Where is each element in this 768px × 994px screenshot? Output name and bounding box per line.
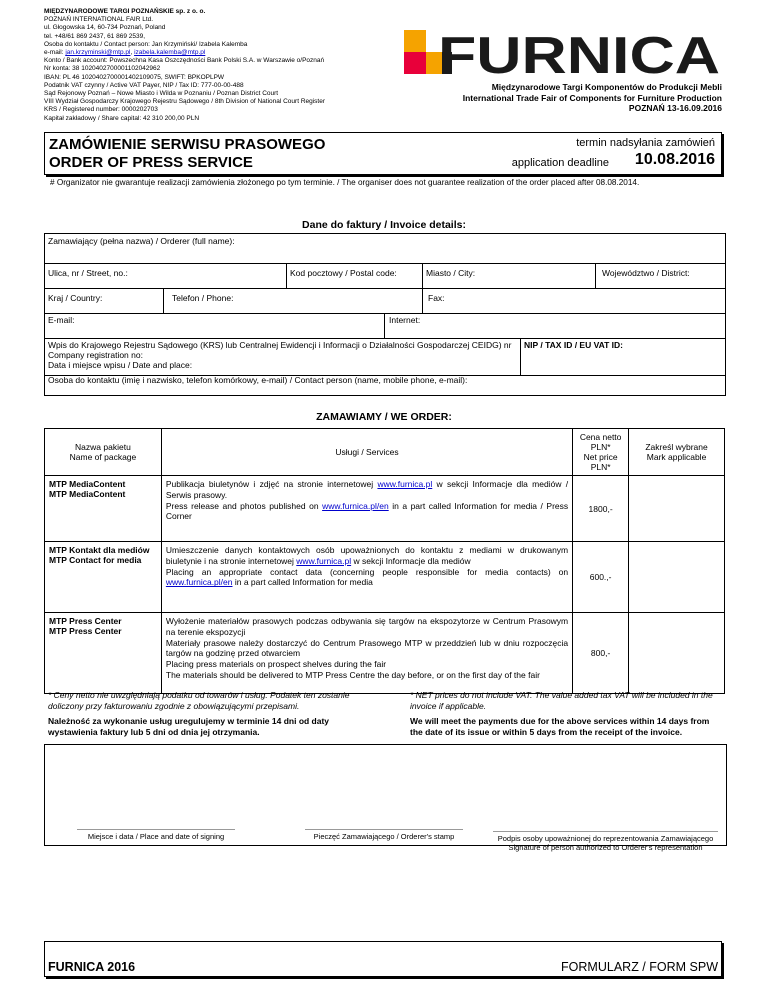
service-text: in a part called Information for media / Press Corner bbox=[165, 500, 569, 522]
service-text: Placing press materials on prospect shelves during the fair bbox=[165, 659, 387, 670]
table-row bbox=[45, 476, 725, 542]
col-services: Usługi / Services bbox=[161, 429, 572, 476]
footnote-en-payment: We will meet the payments due for the above services within 14 days from the date of its issue or within 5 days from the receipt of the invoice. bbox=[410, 716, 710, 737]
registration-no-label: Company registration no: bbox=[48, 350, 143, 360]
col-package-en: Name of package bbox=[69, 452, 137, 462]
invoice-row-country bbox=[45, 288, 725, 314]
order-header-row bbox=[45, 429, 725, 476]
tax-id-field[interactable] bbox=[521, 338, 725, 375]
package-name-en: MTP Press Center bbox=[49, 626, 122, 636]
service-text: Wyłożenie materiałów prasowych podczas odbywania się targów na ekspozytorze w Centrum Prasowym na terenie ekspozycji bbox=[165, 616, 569, 637]
col-package-pl: Nazwa pakietu bbox=[75, 442, 131, 452]
footer-right: FORMULARZ / FORM SPW bbox=[561, 960, 718, 974]
service-text: w sekcji Informacje dla mediów / Serwis prasowy. bbox=[165, 479, 569, 500]
deadline-label-pl: termin nadsyłania zamówień bbox=[576, 137, 715, 149]
fair-dates: POZNAŃ 13-16.09.2016 bbox=[628, 103, 722, 113]
fair-name-pl: Międzynarodowe Targi Komponentów do Produkcji Mebli bbox=[491, 82, 722, 92]
price-cell: 600.,- bbox=[573, 542, 629, 613]
company-line: tel. +48/61 869 2437, 61 869 2539, bbox=[44, 32, 146, 40]
email-prefix: e-mail: bbox=[44, 49, 66, 57]
footnote-en bbox=[410, 690, 722, 738]
company-line: ul. Głogowska 14, 60-734 Poznań, Poland bbox=[44, 24, 166, 32]
company-email-line bbox=[44, 49, 444, 57]
contact-label: Osoba do kontaktu (imię i nazwisko, telefon komórkowy, e-mail) / Contact person (name, mobile phone, e-mail): bbox=[48, 375, 468, 385]
package-name bbox=[45, 542, 162, 613]
title-box bbox=[44, 132, 722, 175]
orderer-field[interactable] bbox=[45, 234, 725, 263]
place-date-field[interactable]: Miejsce i data / Place and date of signing bbox=[77, 829, 235, 841]
col-package bbox=[45, 429, 162, 476]
company-line: Sąd Rejonowy Poznań – Nowe Miasto i Wilda w Poznaniu / Poznan District Court bbox=[44, 90, 279, 98]
col-price-en: Net price PLN* bbox=[583, 452, 618, 472]
invoice-row-email bbox=[45, 313, 725, 339]
deadline-label-en: application deadline bbox=[511, 157, 609, 169]
company-name: MIĘDZYNARODOWE TARGI POZNAŃSKIE sp. z o. o. bbox=[44, 8, 206, 15]
table-row bbox=[45, 613, 725, 694]
footnote-pl-price: * Ceny netto nie uwzględniają podatku od towarów i usług. Podatek ten zostanie doliczony przy fakturowaniu zgodnie z obowiązującymi przepisami. bbox=[48, 690, 350, 711]
logo-square-red bbox=[404, 52, 426, 74]
city-label: Miasto / City: bbox=[426, 268, 476, 278]
invoice-row-contact bbox=[45, 375, 725, 394]
mark-cell[interactable] bbox=[629, 613, 725, 694]
title-pl: ZAMÓWIENIE SERWISU PRASOWEGO bbox=[49, 136, 326, 153]
deadline-date: 10.08.2016 bbox=[634, 151, 715, 168]
mark-cell[interactable] bbox=[629, 476, 725, 542]
company-line: Osoba do kontaktu / Contact person: Jan Krzymiński/ Izabela Kalemba bbox=[44, 40, 248, 48]
fair-name-en: International Trade Fair of Components for Furniture Production bbox=[462, 92, 722, 103]
invoice-heading: Dane do faktury / Invoice details: bbox=[302, 219, 466, 231]
service-link[interactable]: www.furnica.pl bbox=[296, 555, 352, 566]
col-mark-en: Mark applicable bbox=[646, 452, 707, 462]
country-field[interactable] bbox=[45, 288, 164, 313]
company-line: Nr konta: 38 1020402700001102042962 bbox=[44, 65, 161, 73]
col-price-pl: Cena netto PLN* bbox=[579, 432, 622, 452]
col-mark-pl: Zakreśl wybrane bbox=[645, 442, 708, 452]
company-info bbox=[44, 8, 444, 123]
signature-field[interactable] bbox=[493, 831, 718, 852]
package-name-en: MTP MediaContent bbox=[49, 489, 126, 499]
email-label: E-mail: bbox=[48, 315, 75, 325]
service-link[interactable]: www.furnica.pl/en bbox=[165, 577, 233, 588]
service-text: w sekcji Informacje dla mediów bbox=[351, 555, 471, 566]
footnote-pl-payment: Należność za wykonanie usług uregulujemy w terminie 14 dni od daty wystawienia faktury lub 5 dni od dnia jej otrzymania. bbox=[48, 716, 330, 737]
fair-info bbox=[463, 82, 722, 114]
invoice-form bbox=[44, 233, 726, 396]
service-link[interactable]: www.furnica.pl/en bbox=[322, 500, 389, 511]
service-text: The materials should be delivered to MTP Press Centre the day before, or on the first day of the fair bbox=[165, 669, 540, 680]
district-label: Województwo / District: bbox=[602, 268, 690, 278]
postal-field[interactable] bbox=[287, 263, 423, 288]
service-description bbox=[161, 613, 572, 694]
company-line: KRS / Registered number: 0000202703 bbox=[44, 106, 158, 114]
tax-id-label: NIP / TAX ID / EU VAT ID: bbox=[524, 340, 624, 350]
street-field[interactable] bbox=[45, 263, 287, 288]
invoice-row-orderer bbox=[45, 234, 725, 264]
phone-label: Telefon / Phone: bbox=[172, 293, 234, 303]
service-text: Placing an appropriate contact data (concerning people responsible for media contacts) on bbox=[165, 566, 569, 577]
company-line: POZNAŃ INTERNATIONAL FAIR Ltd. bbox=[44, 16, 154, 24]
footer-left: FURNICA 2016 bbox=[48, 960, 136, 974]
registration-date-label: Data i miejsce wpisu / Date and place: bbox=[48, 360, 193, 370]
service-link[interactable]: www.furnica.pl bbox=[377, 479, 433, 489]
service-description bbox=[161, 542, 572, 613]
company-line: IBAN: PL 46 1020402700001402109075, SWIFT: BPKOPLPW bbox=[44, 73, 225, 81]
service-description bbox=[161, 476, 572, 542]
registration-field[interactable] bbox=[45, 338, 521, 375]
package-name-pl: MTP Press Center bbox=[49, 616, 122, 626]
footer-box bbox=[44, 941, 722, 977]
email-separator: , bbox=[130, 49, 135, 57]
signature-label-en: Signature of person authorized to Orderer's representation bbox=[508, 843, 703, 852]
street-label: Ulica, nr / Street, no.: bbox=[48, 268, 128, 278]
price-cell: 1800,- bbox=[573, 476, 629, 542]
registration-label: Wpis do Krajowego Rejestru Sądowego (KRS) lub Centralnej Ewidencji i Informacji o Działalności Gospodarczej CEIDG) nr bbox=[48, 340, 512, 350]
country-label: Kraj / Country: bbox=[48, 293, 103, 303]
city-field[interactable] bbox=[423, 263, 596, 288]
service-text: Umieszczenie danych kontaktowych osób upoważnionych do kontaktu z mediami w drukowanym biuletynie i na stronie internetowej bbox=[165, 545, 569, 566]
signature-label-pl: Podpis osoby upoważnionej do reprezentowania Zamawiającego bbox=[497, 834, 714, 843]
col-price bbox=[573, 429, 629, 476]
service-text: in a part called Information for media bbox=[232, 577, 373, 588]
internet-label: Internet: bbox=[389, 315, 421, 325]
district-field[interactable] bbox=[596, 263, 725, 288]
internet-field[interactable] bbox=[385, 313, 725, 338]
table-row bbox=[45, 542, 725, 613]
service-text: Press release and photos published on bbox=[165, 500, 323, 511]
logo-text: FURNICA bbox=[438, 27, 720, 85]
package-name-pl: MTP Kontakt dla mediów bbox=[49, 545, 150, 555]
price-cell: 800,- bbox=[573, 613, 629, 694]
invoice-row-registration bbox=[45, 338, 725, 376]
fax-label: Fax: bbox=[428, 293, 445, 303]
service-text: Publikacja biuletynów i zdjęć na stronie internetowej bbox=[165, 479, 378, 489]
company-line: VIII Wydział Gospodarczy Krajowego Rejestru Sądowego / 8th Division of National Court Register bbox=[44, 98, 326, 106]
package-name-en: MTP Contact for media bbox=[49, 555, 142, 565]
fax-field[interactable] bbox=[423, 288, 725, 313]
furnica-logo bbox=[404, 0, 722, 88]
signature-box bbox=[44, 744, 727, 852]
phone-field[interactable] bbox=[164, 288, 423, 313]
email-link-1[interactable]: jan.krzyminski@mtp.pl bbox=[65, 49, 131, 57]
logo-square-orange bbox=[404, 30, 426, 52]
company-line: Kapitał zakładowy / Share capital: 42 310 200,00 PLN bbox=[44, 114, 200, 122]
package-name bbox=[45, 613, 162, 694]
company-line: Konto / Bank account: Powszechna Kasa Oszczędności Bank Polski S.A. w Warszawie o/Poznań bbox=[44, 57, 325, 65]
deadline-note: # Organizator nie gwarantuje realizacji zamówienia złożonego po tym terminie. / The organiser does not guarantee realization of the order placed after 08.08.2014. bbox=[50, 178, 640, 187]
package-name bbox=[45, 476, 162, 542]
invoice-row-address bbox=[45, 263, 725, 289]
email-link-2[interactable]: izabela.kalemba@mtp.pl bbox=[134, 49, 206, 57]
order-table bbox=[44, 428, 725, 694]
company-line: Podatnik VAT czynny / Active VAT Payer, NIP / Tax ID: 777-00-00-488 bbox=[44, 81, 244, 89]
package-name-pl: MTP MediaContent bbox=[49, 479, 126, 489]
service-text: Materiały prasowe należy dostarczyć do Centrum Prasowego MTP w przeddzień lub w dniu rozpoczęcia targów na godzinę przed otwarciem bbox=[165, 637, 569, 659]
email-field[interactable] bbox=[45, 313, 385, 338]
orderer-label: Zamawiający (pełna nazwa) / Orderer (full name): bbox=[48, 236, 235, 246]
stamp-field[interactable]: Pieczęć Zamawiającego / Orderer's stamp bbox=[305, 829, 463, 841]
contact-field[interactable] bbox=[45, 375, 725, 394]
col-mark bbox=[629, 429, 725, 476]
postal-label: Kod pocztowy / Postal code: bbox=[290, 268, 397, 278]
order-heading: ZAMAWIAMY / WE ORDER: bbox=[316, 411, 452, 423]
mark-cell[interactable] bbox=[629, 542, 725, 613]
footnote-en-price: * NET prices do not include VAT. The value added tax VAT will be included in the invoice if applicable. bbox=[410, 690, 713, 711]
title-en: ORDER OF PRESS SERVICE bbox=[49, 154, 253, 171]
footnote-pl bbox=[48, 690, 363, 738]
